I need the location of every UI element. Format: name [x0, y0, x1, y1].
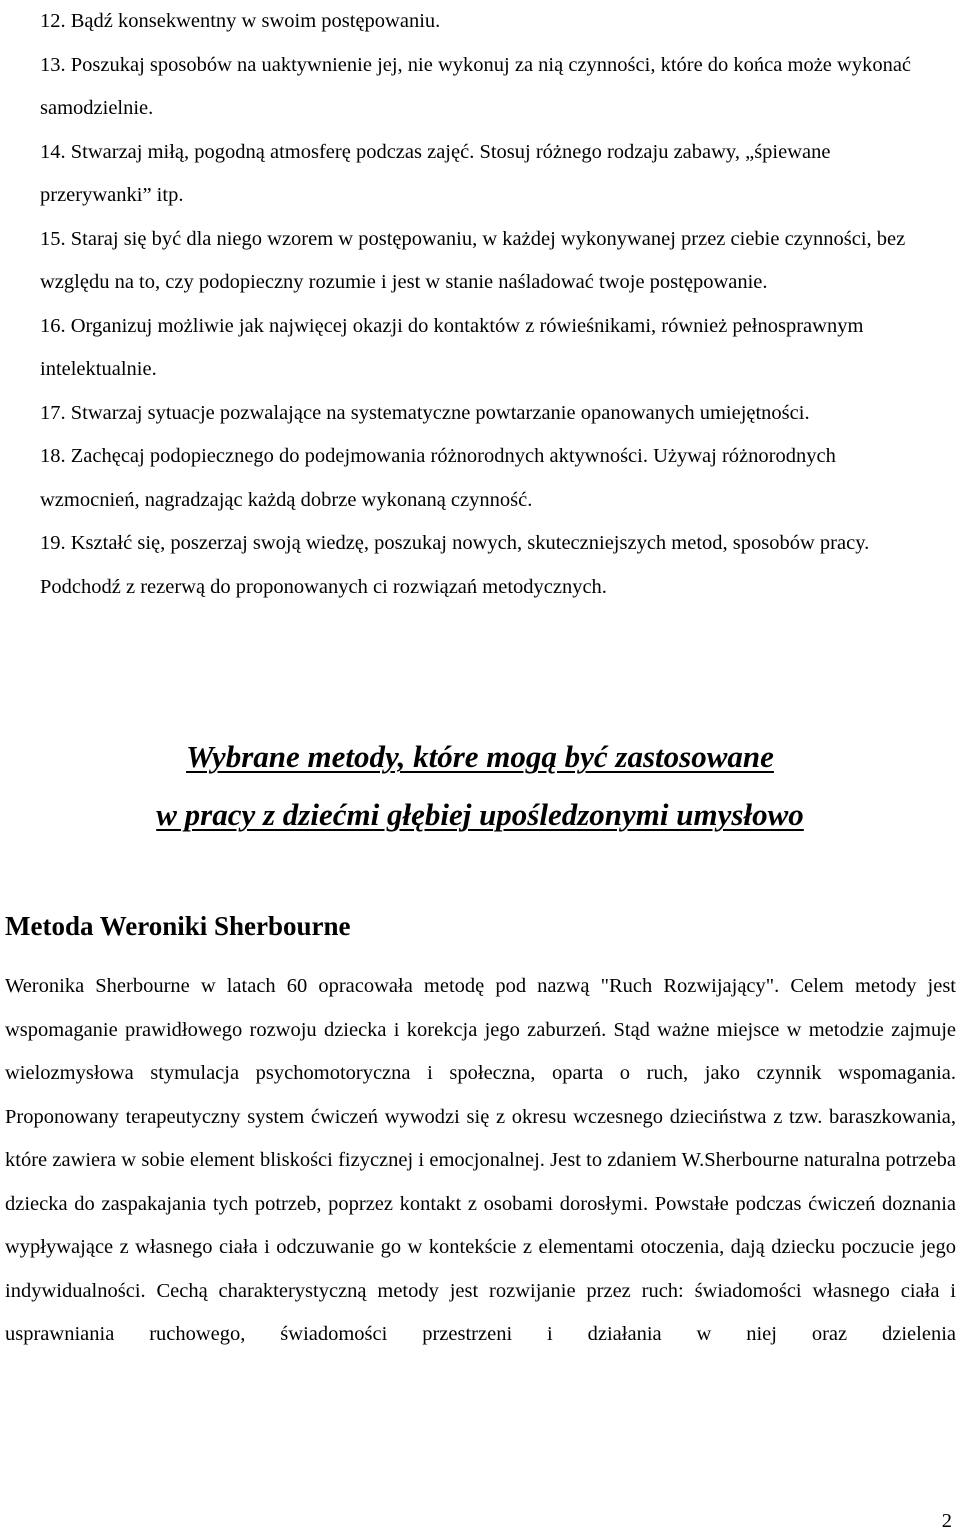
- list-item-19: 19. Kształć się, poszerzaj swoją wiedzę, poszukaj nowych, skuteczniejszych metod, sposobów pracy. Podchodź z rezerwą do proponowanych ci rozwiązań metodycznych.: [40, 532, 870, 598]
- list-item-12: 12. Bądź konsekwentny w swoim postępowaniu.: [40, 10, 441, 32]
- section-body-paragraph: Weronika Sherbourne w latach 60 opracowała metodę pod nazwą "Ruch Rozwijający". Celem metody jest wspomaganie prawidłowego rozwoju dziecka i korekcja jego zaburzeń. Stąd ważne miejsce w metodzie zajmuje wielozmysłowa stymulacja psychomotoryczna i społeczna, oparta o ruch, jako czynnik wspomagania. Proponowany terapeutyczny system ćwiczeń wywodzi się z okresu wczesnego dzieciństwa z tzw. baraszkowania, które zawiera w sobie element bliskości fizycznej i emocjonalnej. Jest to zdaniem W.Sherbourne naturalna potrzeba dziecka do zaspakajania tych potrzeb, poprzez kontakt z osobami dorosłymi. Powstałe podczas ćwiczeń doznania wypływające z własnego ciała i odczuwanie go w kontekście z elementami otoczenia, dają dziecku poczucie jego indywidualności. Cechą charakterystyczną metody jest rozwijanie przez ruch: świadomości własnego ciała i usprawniania ruchowego, świadomości przestrzeni i działania w niej oraz dzielenia: [5, 975, 956, 1345]
- list-item-18: 18. Zachęcaj podopiecznego do podejmowania różnorodnych aktywności. Używaj różnorodnych wzmocnień, nagradzając każdą dobrze wykonaną czynność.: [40, 445, 836, 511]
- section-title: Metoda Weroniki Sherbourne: [5, 911, 351, 941]
- list-item-16: 16. Organizuj możliwie jak najwięcej okazji do kontaktów z rówieśnikami, również pełnosprawnym intelektualnie.: [40, 314, 864, 380]
- chapter-heading-line-2: w pracy z dziećmi głębiej upośledzonymi umysłowo: [156, 797, 804, 832]
- page-number: 2: [941, 1510, 952, 1532]
- list-item-17: 17. Stwarzaj sytuacje pozwalające na systematyczne powtarzanie opanowanych umiejętności.: [40, 401, 810, 424]
- recommendations-list: [40, 0, 920, 609]
- chapter-heading: [0, 728, 960, 844]
- chapter-heading-line-1: Wybrane metody, które mogą być zastosowane: [186, 739, 774, 774]
- list-item-13: 13. Poszukaj sposobów na uaktywnienie jej, nie wykonuj za nią czynności, które do końca może wykonać samodzielnie.: [40, 53, 912, 119]
- list-item-14: 14. Stwarzaj miłą, pogodną atmosferę podczas zajęć. Stosuj różnego rodzaju zabawy, „śpiewane przerywanki” itp.: [40, 140, 831, 206]
- list-item-15: 15. Staraj się być dla niego wzorem w postępowaniu, w każdej wykonywanej przez ciebie czynności, bez względu na to, czy podopieczny rozumie i jest w stanie naśladować twoje postępowanie.: [40, 227, 906, 293]
